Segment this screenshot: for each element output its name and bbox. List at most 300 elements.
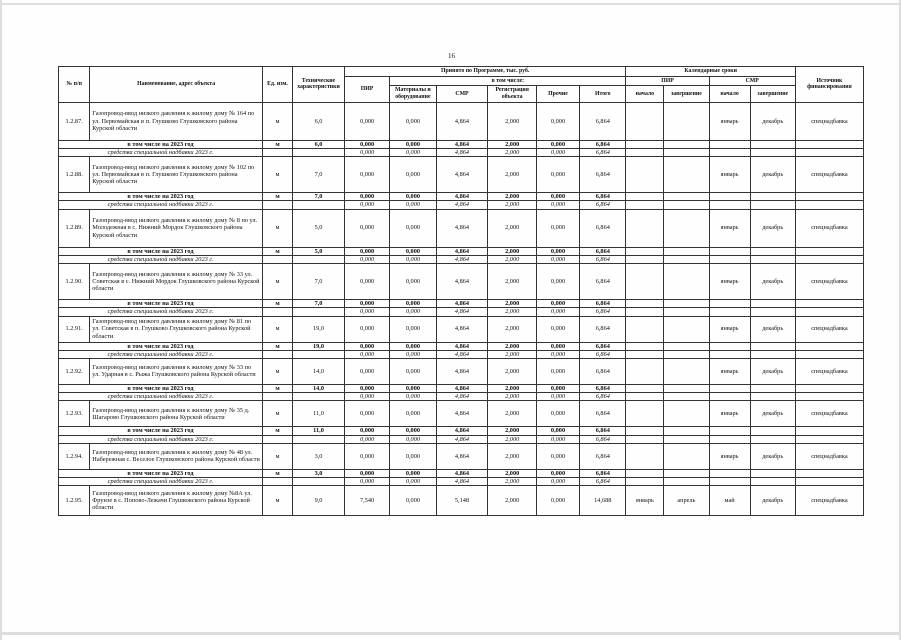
empty-cell	[709, 201, 750, 209]
cell-smr-end: декабрь	[750, 358, 795, 384]
cell-smr-end: декабрь	[750, 209, 795, 247]
subtotal-other: 0,000	[536, 247, 579, 255]
subtotal-smr: 4,864	[436, 427, 488, 435]
empty-cell	[664, 201, 709, 209]
subtotal-row	[59, 140, 864, 148]
cell-pir: 0,000	[344, 264, 389, 300]
special-smr: 4,864	[436, 478, 488, 486]
cell-other: 0,000	[536, 264, 579, 300]
special-label: средства специальной надбавки 2023 г.	[59, 435, 263, 443]
subtotal-pir: 0,000	[344, 342, 389, 350]
empty-cell	[626, 469, 664, 477]
empty-cell	[664, 350, 709, 358]
special-pir: 0,000	[344, 201, 389, 209]
subtotal-materials: 0,000	[390, 300, 436, 308]
special-materials: 0,000	[390, 393, 436, 401]
header-smr-start: начало	[709, 86, 750, 102]
empty-cell	[795, 393, 863, 401]
subtotal-materials: 0,000	[390, 342, 436, 350]
empty-cell	[664, 427, 709, 435]
cell-smr-start: январь	[709, 264, 750, 300]
subtotal-smr: 4,864	[436, 193, 488, 201]
special-label: средства специальной надбавки 2023 г.	[59, 308, 263, 316]
header-registration: Регистрация объекта	[488, 86, 537, 102]
empty-cell	[664, 384, 709, 392]
special-pir: 0,000	[344, 308, 389, 316]
cell-other: 0,000	[536, 157, 579, 193]
cell-name: Газопровод-ввод низкого давления к жилому дому № 33 ул. Советская в с. Нижний Мордок Глушковского района Курской области	[90, 264, 263, 300]
subtotal-materials: 0,000	[390, 247, 436, 255]
empty-cell	[262, 255, 292, 263]
special-label: средства специальной надбавки 2023 г.	[59, 393, 263, 401]
subtotal-smr: 4,864	[436, 140, 488, 148]
empty-cell	[626, 247, 664, 255]
special-funds-row	[59, 201, 864, 209]
special-registration: 2,000	[488, 435, 537, 443]
special-registration: 2,000	[488, 350, 537, 358]
special-pir: 0,000	[344, 148, 389, 156]
cell-pir-end	[664, 316, 709, 342]
table-row	[59, 486, 864, 516]
cell-unit: м	[262, 209, 292, 247]
subtotal-total: 6,864	[580, 193, 626, 201]
special-registration: 2,000	[488, 478, 537, 486]
subtotal-row	[59, 247, 864, 255]
empty-cell	[626, 300, 664, 308]
empty-cell	[664, 148, 709, 156]
cell-other: 0,000	[536, 443, 579, 469]
subtotal-tech: 6,0	[293, 140, 345, 148]
subtotal-registration: 2,000	[488, 247, 537, 255]
subtotal-materials: 0,000	[390, 469, 436, 477]
cell-smr-end: декабрь	[750, 401, 795, 427]
subtotal-registration: 2,000	[488, 300, 537, 308]
subtotal-tech: 14,0	[293, 384, 345, 392]
special-smr: 4,864	[436, 308, 488, 316]
cell-pir-end	[664, 209, 709, 247]
subtotal-pir: 0,000	[344, 384, 389, 392]
cell-name: Газопровод-ввод низкого давления к жилому дому № 81 по ул. Советская в п. Глушково Глушковского района Курской области	[90, 316, 263, 342]
subtotal-unit: м	[262, 300, 292, 308]
cell-total: 6,864	[580, 157, 626, 193]
subtotal-registration: 2,000	[488, 193, 537, 201]
cell-total: 6,864	[580, 443, 626, 469]
subtotal-tech: 7,0	[293, 193, 345, 201]
empty-cell	[750, 148, 795, 156]
subtotal-other: 0,000	[536, 193, 579, 201]
empty-cell	[709, 350, 750, 358]
special-registration: 2,000	[488, 393, 537, 401]
empty-cell	[709, 478, 750, 486]
empty-cell	[709, 427, 750, 435]
special-materials: 0,000	[390, 478, 436, 486]
cell-tech: 6,0	[293, 102, 345, 140]
empty-cell	[626, 148, 664, 156]
empty-cell	[262, 435, 292, 443]
table-row	[59, 157, 864, 193]
subtotal-pir: 0,000	[344, 427, 389, 435]
header-source: Источник финансирования	[795, 67, 863, 103]
header-pir: ПИР	[344, 76, 389, 102]
special-funds-row	[59, 308, 864, 316]
empty-cell	[664, 140, 709, 148]
subtotal-pir: 0,000	[344, 469, 389, 477]
subtotal-smr: 4,864	[436, 469, 488, 477]
cell-name: Газопровод-ввод низкого давления к жилому дому № 48 ул. Набережная с. Веселое Глушковского района Курской области	[90, 443, 263, 469]
subtotal-materials: 0,000	[390, 140, 436, 148]
subtotal-unit: м	[262, 427, 292, 435]
cell-total: 6,864	[580, 209, 626, 247]
header-calendar: Календарные сроки	[626, 67, 795, 77]
subtotal-unit: м	[262, 193, 292, 201]
subtotal-other: 0,000	[536, 427, 579, 435]
subtotal-label: в том числе на 2023 год	[59, 247, 263, 255]
subtotal-row	[59, 342, 864, 350]
empty-cell	[709, 469, 750, 477]
special-pir: 0,000	[344, 393, 389, 401]
cell-pir: 0,000	[344, 443, 389, 469]
cell-materials: 0,000	[390, 264, 436, 300]
empty-cell	[795, 342, 863, 350]
cell-num: 1.2.94.	[59, 443, 90, 469]
special-smr: 4,864	[436, 255, 488, 263]
empty-cell	[262, 393, 292, 401]
empty-cell	[709, 193, 750, 201]
empty-cell	[750, 427, 795, 435]
empty-cell	[626, 342, 664, 350]
empty-cell	[795, 300, 863, 308]
special-other: 0,000	[536, 201, 579, 209]
subtotal-registration: 2,000	[488, 140, 537, 148]
header-smr: СМР	[436, 86, 488, 102]
cell-source: спецнадбавка	[795, 264, 863, 300]
subtotal-other: 0,000	[536, 140, 579, 148]
empty-cell	[750, 350, 795, 358]
cell-num: 1.2.89.	[59, 209, 90, 247]
subtotal-tech: 5,0	[293, 247, 345, 255]
empty-cell	[262, 350, 292, 358]
special-smr: 4,864	[436, 435, 488, 443]
cell-materials: 0,000	[390, 401, 436, 427]
empty-cell	[795, 308, 863, 316]
empty-cell	[626, 435, 664, 443]
empty-cell	[626, 308, 664, 316]
page-number: 16	[448, 52, 455, 60]
cell-smr: 4,864	[436, 209, 488, 247]
cell-num: 1.2.93.	[59, 401, 90, 427]
cell-pir-end	[664, 401, 709, 427]
cell-total: 6,864	[580, 102, 626, 140]
scan-edge-left	[0, 0, 2, 640]
cell-registration: 2,000	[488, 316, 537, 342]
subtotal-row	[59, 469, 864, 477]
subtotal-total: 6,864	[580, 247, 626, 255]
special-other: 0,000	[536, 350, 579, 358]
cell-pir: 0,000	[344, 358, 389, 384]
special-label: средства специальной надбавки 2023 г.	[59, 478, 263, 486]
header-pir-end: завершение	[664, 86, 709, 102]
empty-cell	[664, 469, 709, 477]
cell-pir: 0,000	[344, 316, 389, 342]
cell-total: 6,864	[580, 401, 626, 427]
empty-cell	[750, 384, 795, 392]
special-total: 6,864	[580, 350, 626, 358]
special-pir: 0,000	[344, 255, 389, 263]
table-row	[59, 401, 864, 427]
cell-smr-start: январь	[709, 358, 750, 384]
special-funds-row	[59, 350, 864, 358]
table-row	[59, 358, 864, 384]
cell-pir-end	[664, 358, 709, 384]
cell-unit: м	[262, 358, 292, 384]
empty-cell	[709, 308, 750, 316]
empty-cell	[795, 193, 863, 201]
empty-cell	[293, 201, 345, 209]
subtotal-label: в том числе на 2023 год	[59, 140, 263, 148]
empty-cell	[795, 427, 863, 435]
cell-smr-end: декабрь	[750, 486, 795, 516]
subtotal-tech: 7,0	[293, 300, 345, 308]
cell-smr-start: январь	[709, 316, 750, 342]
special-funds-row	[59, 255, 864, 263]
cell-registration: 2,000	[488, 102, 537, 140]
empty-cell	[664, 393, 709, 401]
special-total: 6,864	[580, 393, 626, 401]
cell-registration: 2,000	[488, 401, 537, 427]
cell-pir-end	[664, 264, 709, 300]
subtotal-smr: 4,864	[436, 384, 488, 392]
cell-pir-start	[626, 443, 664, 469]
cell-total: 6,864	[580, 316, 626, 342]
empty-cell	[664, 247, 709, 255]
cell-registration: 2,000	[488, 264, 537, 300]
cell-materials: 0,000	[390, 157, 436, 193]
cell-materials: 0,000	[390, 102, 436, 140]
header-total: Итого	[580, 86, 626, 102]
empty-cell	[795, 201, 863, 209]
cell-pir: 0,000	[344, 401, 389, 427]
cell-pir-start	[626, 102, 664, 140]
special-pir: 0,000	[344, 350, 389, 358]
empty-cell	[626, 427, 664, 435]
cell-smr: 4,864	[436, 358, 488, 384]
table-body	[59, 102, 864, 516]
cell-smr-start: январь	[709, 157, 750, 193]
empty-cell	[293, 393, 345, 401]
cell-registration: 2,000	[488, 157, 537, 193]
cell-pir-start	[626, 316, 664, 342]
empty-cell	[293, 148, 345, 156]
empty-cell	[795, 148, 863, 156]
empty-cell	[293, 435, 345, 443]
special-pir: 0,000	[344, 478, 389, 486]
empty-cell	[664, 435, 709, 443]
empty-cell	[709, 255, 750, 263]
special-label: средства специальной надбавки 2023 г.	[59, 148, 263, 156]
scan-artifact-bottom	[0, 632, 901, 635]
cell-source: спецнадбавка	[795, 443, 863, 469]
special-materials: 0,000	[390, 350, 436, 358]
empty-cell	[795, 469, 863, 477]
empty-cell	[750, 342, 795, 350]
empty-cell	[626, 140, 664, 148]
special-total: 6,864	[580, 308, 626, 316]
empty-cell	[709, 148, 750, 156]
cell-source: спецнадбавка	[795, 401, 863, 427]
subtotal-label: в том числе на 2023 год	[59, 469, 263, 477]
empty-cell	[262, 478, 292, 486]
cell-unit: м	[262, 316, 292, 342]
empty-cell	[750, 308, 795, 316]
cell-registration: 2,000	[488, 209, 537, 247]
cell-pir-start	[626, 209, 664, 247]
cell-source: спецнадбавка	[795, 486, 863, 516]
subtotal-row	[59, 193, 864, 201]
subtotal-unit: м	[262, 140, 292, 148]
cell-tech: 7,0	[293, 157, 345, 193]
cell-name: Газопровод-ввод низкого давления к жилому дому №8А ул. Фрунзе в с. Попово-Лежачи Глушковского района Курской области	[90, 486, 263, 516]
subtotal-registration: 2,000	[488, 384, 537, 392]
empty-cell	[262, 201, 292, 209]
cell-tech: 9,0	[293, 486, 345, 516]
subtotal-unit: м	[262, 384, 292, 392]
special-label: средства специальной надбавки 2023 г.	[59, 201, 263, 209]
cell-other: 0,000	[536, 401, 579, 427]
special-registration: 2,000	[488, 308, 537, 316]
subtotal-materials: 0,000	[390, 384, 436, 392]
cell-materials: 0,000	[390, 209, 436, 247]
empty-cell	[750, 393, 795, 401]
header-num: № п/п	[59, 67, 90, 103]
cell-unit: м	[262, 486, 292, 516]
empty-cell	[750, 300, 795, 308]
cell-smr: 5,148	[436, 486, 488, 516]
empty-cell	[262, 148, 292, 156]
empty-cell	[750, 435, 795, 443]
cell-num: 1.2.95.	[59, 486, 90, 516]
cell-unit: м	[262, 401, 292, 427]
subtotal-other: 0,000	[536, 384, 579, 392]
cell-smr-end: декабрь	[750, 264, 795, 300]
subtotal-other: 0,000	[536, 342, 579, 350]
subtotal-registration: 2,000	[488, 469, 537, 477]
cell-tech: 14,0	[293, 358, 345, 384]
subtotal-pir: 0,000	[344, 193, 389, 201]
special-materials: 0,000	[390, 201, 436, 209]
empty-cell	[795, 350, 863, 358]
cell-smr: 4,864	[436, 401, 488, 427]
cell-smr-end: декабрь	[750, 443, 795, 469]
subtotal-label: в том числе на 2023 год	[59, 342, 263, 350]
special-materials: 0,000	[390, 255, 436, 263]
cell-name: Газопровод-ввод низкого давления к жилому дому № 33 по ул. Ударная в с. Рыжа Глушковского района Курской области	[90, 358, 263, 384]
cell-registration: 2,000	[488, 443, 537, 469]
cell-unit: м	[262, 443, 292, 469]
empty-cell	[664, 478, 709, 486]
special-smr: 4,864	[436, 148, 488, 156]
subtotal-pir: 0,000	[344, 300, 389, 308]
cell-pir-end: апрель	[664, 486, 709, 516]
empty-cell	[795, 255, 863, 263]
header-cal-smr: СМР	[709, 76, 795, 86]
cell-unit: м	[262, 102, 292, 140]
cell-smr: 4,864	[436, 157, 488, 193]
header-smr-end: завершение	[750, 86, 795, 102]
empty-cell	[664, 255, 709, 263]
special-materials: 0,000	[390, 148, 436, 156]
empty-cell	[795, 247, 863, 255]
cell-pir: 0,000	[344, 209, 389, 247]
special-funds-row	[59, 393, 864, 401]
subtotal-registration: 2,000	[488, 427, 537, 435]
special-funds-row	[59, 478, 864, 486]
table-header	[59, 67, 864, 103]
cell-smr: 4,864	[436, 316, 488, 342]
cell-source: спецнадбавка	[795, 316, 863, 342]
empty-cell	[664, 300, 709, 308]
empty-cell	[750, 193, 795, 201]
special-other: 0,000	[536, 393, 579, 401]
subtotal-other: 0,000	[536, 469, 579, 477]
special-other: 0,000	[536, 148, 579, 156]
cell-pir-start	[626, 157, 664, 193]
empty-cell	[795, 384, 863, 392]
cell-tech: 7,0	[293, 264, 345, 300]
table-row	[59, 264, 864, 300]
cell-other: 0,000	[536, 358, 579, 384]
special-other: 0,000	[536, 478, 579, 486]
subtotal-total: 6,864	[580, 469, 626, 477]
subtotal-unit: м	[262, 342, 292, 350]
table-row	[59, 443, 864, 469]
subtotal-label: в том числе на 2023 год	[59, 193, 263, 201]
header-cal-pir: ПИР	[626, 76, 709, 86]
subtotal-unit: м	[262, 469, 292, 477]
cell-num: 1.2.87.	[59, 102, 90, 140]
cell-registration: 2,000	[488, 358, 537, 384]
empty-cell	[293, 308, 345, 316]
cell-name: Газопровод-ввод низкого давления к жилому дому № 8 по ул. Молодежная в с. Нижний Мордок Глушковского района Курской области	[90, 209, 263, 247]
subtotal-row	[59, 384, 864, 392]
subtotal-tech: 11,0	[293, 427, 345, 435]
subtotal-label: в том числе на 2023 год	[59, 300, 263, 308]
cell-pir-start	[626, 401, 664, 427]
empty-cell	[709, 300, 750, 308]
subtotal-smr: 4,864	[436, 247, 488, 255]
special-label: средства специальной надбавки 2023 г.	[59, 255, 263, 263]
header-unit: Ед. изм.	[262, 67, 292, 103]
cell-pir: 7,540	[344, 486, 389, 516]
cell-smr-start: январь	[709, 401, 750, 427]
subtotal-total: 6,864	[580, 427, 626, 435]
empty-cell	[293, 350, 345, 358]
empty-cell	[750, 140, 795, 148]
cell-smr-start: январь	[709, 102, 750, 140]
empty-cell	[293, 255, 345, 263]
header-other: Прочие	[536, 86, 579, 102]
cell-pir-end	[664, 157, 709, 193]
special-total: 6,864	[580, 435, 626, 443]
cell-pir-end	[664, 443, 709, 469]
special-funds-row	[59, 435, 864, 443]
cell-pir-start	[626, 358, 664, 384]
special-registration: 2,000	[488, 148, 537, 156]
header-including: в том числе:	[390, 76, 626, 86]
subtotal-total: 6,864	[580, 300, 626, 308]
cell-materials: 0,000	[390, 443, 436, 469]
subtotal-smr: 4,864	[436, 300, 488, 308]
subtotal-materials: 0,000	[390, 427, 436, 435]
